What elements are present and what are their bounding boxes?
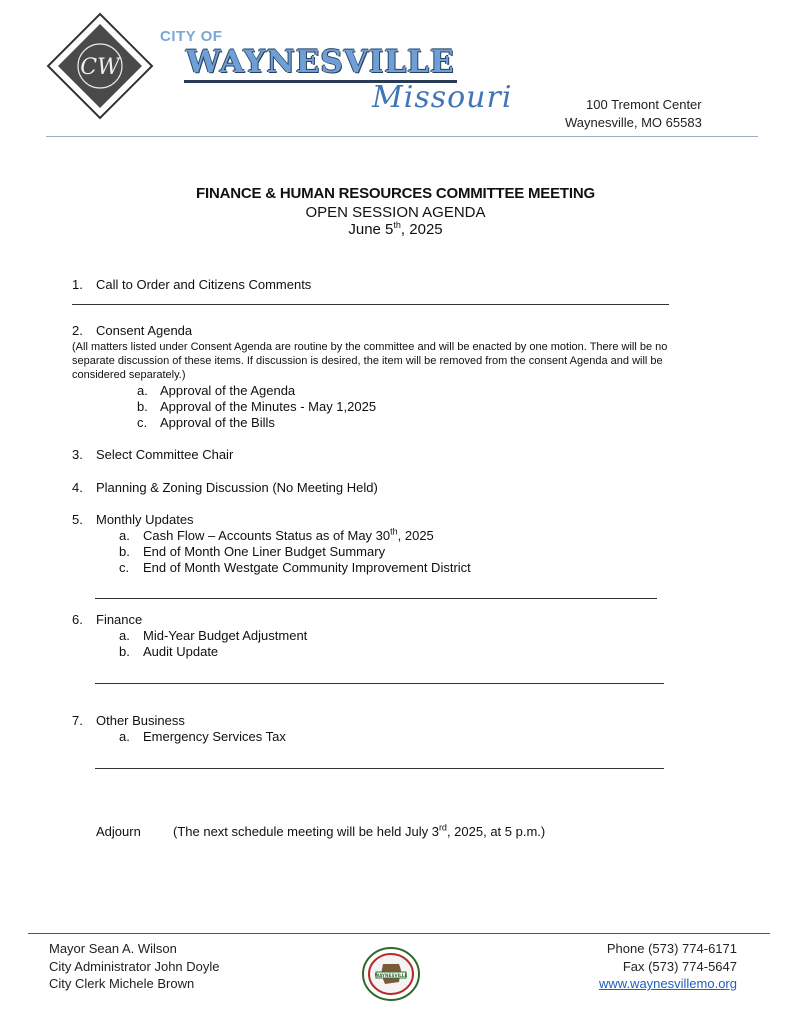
item-divider (95, 598, 657, 599)
sub-item-audit-update: Audit Update (143, 644, 219, 659)
city-seal-icon (361, 946, 421, 1002)
item-divider (72, 304, 669, 305)
footer-administrator: City Administrator John Doyle (49, 959, 220, 974)
agenda-item-monthly-updates: Monthly Updates (96, 512, 194, 527)
footer-divider (28, 933, 770, 934)
item-number: 6. (72, 612, 83, 627)
svg-text:WAYNESVILLE: WAYNESVILLE (374, 973, 408, 978)
sub-item-letter: b. (137, 399, 148, 414)
footer-website-link[interactable]: www.waynesvillemo.org (599, 976, 737, 991)
agenda-item-committee-chair: Select Committee Chair (96, 447, 234, 462)
item-number: 3. (72, 447, 83, 462)
item-divider (95, 768, 664, 769)
sub-item-letter: a. (119, 628, 130, 643)
item-number: 1. (72, 277, 83, 292)
adjourn-label: Adjourn (96, 824, 141, 839)
sub-item-one-liner-budget: End of Month One Liner Budget Summary (143, 544, 386, 559)
sub-item-approval-minutes: Approval of the Minutes - May 1,2025 (160, 399, 377, 414)
city-prefix: CITY OF (160, 28, 223, 45)
sub-item-letter: a. (137, 383, 148, 398)
agenda-subtitle: OPEN SESSION AGENDA (305, 204, 486, 221)
agenda-item-consent: Consent Agenda (96, 323, 193, 338)
address-line1: 100 Tremont Center (586, 97, 702, 112)
adjourn-next-meeting: (The next schedule meeting will be held July 3rd, 2025, at 5 p.m.) (173, 822, 546, 839)
sub-item-approval-agenda: Approval of the Agenda (160, 383, 296, 398)
sub-item-westgate-cid: End of Month Westgate Community Improvement District (143, 560, 471, 575)
city-name: WAYNESVILLE (184, 44, 457, 83)
sub-item-letter: a. (119, 729, 130, 744)
sub-item-mid-year-budget: Mid-Year Budget Adjustment (143, 628, 308, 643)
address-line2: Waynesville, MO 65583 (565, 115, 702, 130)
city-logo (46, 12, 154, 120)
footer-clerk: City Clerk Michele Brown (49, 976, 195, 991)
sub-item-cash-flow: Cash Flow – Accounts Status as of May 30th, 2025 (143, 526, 434, 543)
sub-item-letter: c. (119, 560, 130, 575)
sub-item-letter: c. (137, 415, 148, 430)
header-divider (46, 136, 758, 137)
footer-phone: Phone (573) 774-6171 (606, 941, 737, 956)
footer-fax: Fax (573) 774-5647 (622, 959, 737, 974)
agenda-item-planning-zoning: Planning & Zoning Discussion (No Meeting Held) (96, 480, 378, 495)
sub-item-emergency-tax: Emergency Services Tax (143, 729, 286, 744)
agenda-item-other-business: Other Business (96, 713, 185, 728)
sub-item-letter: b. (119, 544, 130, 559)
item-divider (95, 683, 664, 684)
consent-agenda-note: (All matters listed under Consent Agenda are routine by the committee and will be enacted by one motion. There will be no separate discussion of these items. If discussion is desired, the item will be removed from the consent Agenda and will be considered separately.) (72, 341, 668, 381)
footer-mayor: Mayor Sean A. Wilson (49, 941, 177, 956)
state-name: Missouri (372, 80, 513, 115)
item-number: 5. (72, 512, 83, 527)
meeting-title: FINANCE & HUMAN RESOURCES COMMITTEE MEETING (196, 185, 595, 202)
sub-item-approval-bills: Approval of the Bills (160, 415, 275, 430)
sub-item-letter: a. (119, 528, 130, 543)
item-number: 4. (72, 480, 83, 495)
meeting-date: June 5th, 2025 (348, 220, 443, 238)
item-number: 2. (72, 323, 83, 338)
agenda-item-call-to-order: Call to Order and Citizens Comments (96, 277, 312, 292)
logo-initials: CW (80, 55, 120, 80)
sub-item-letter: b. (119, 644, 130, 659)
agenda-item-finance: Finance (96, 612, 143, 627)
item-number: 7. (72, 713, 83, 728)
